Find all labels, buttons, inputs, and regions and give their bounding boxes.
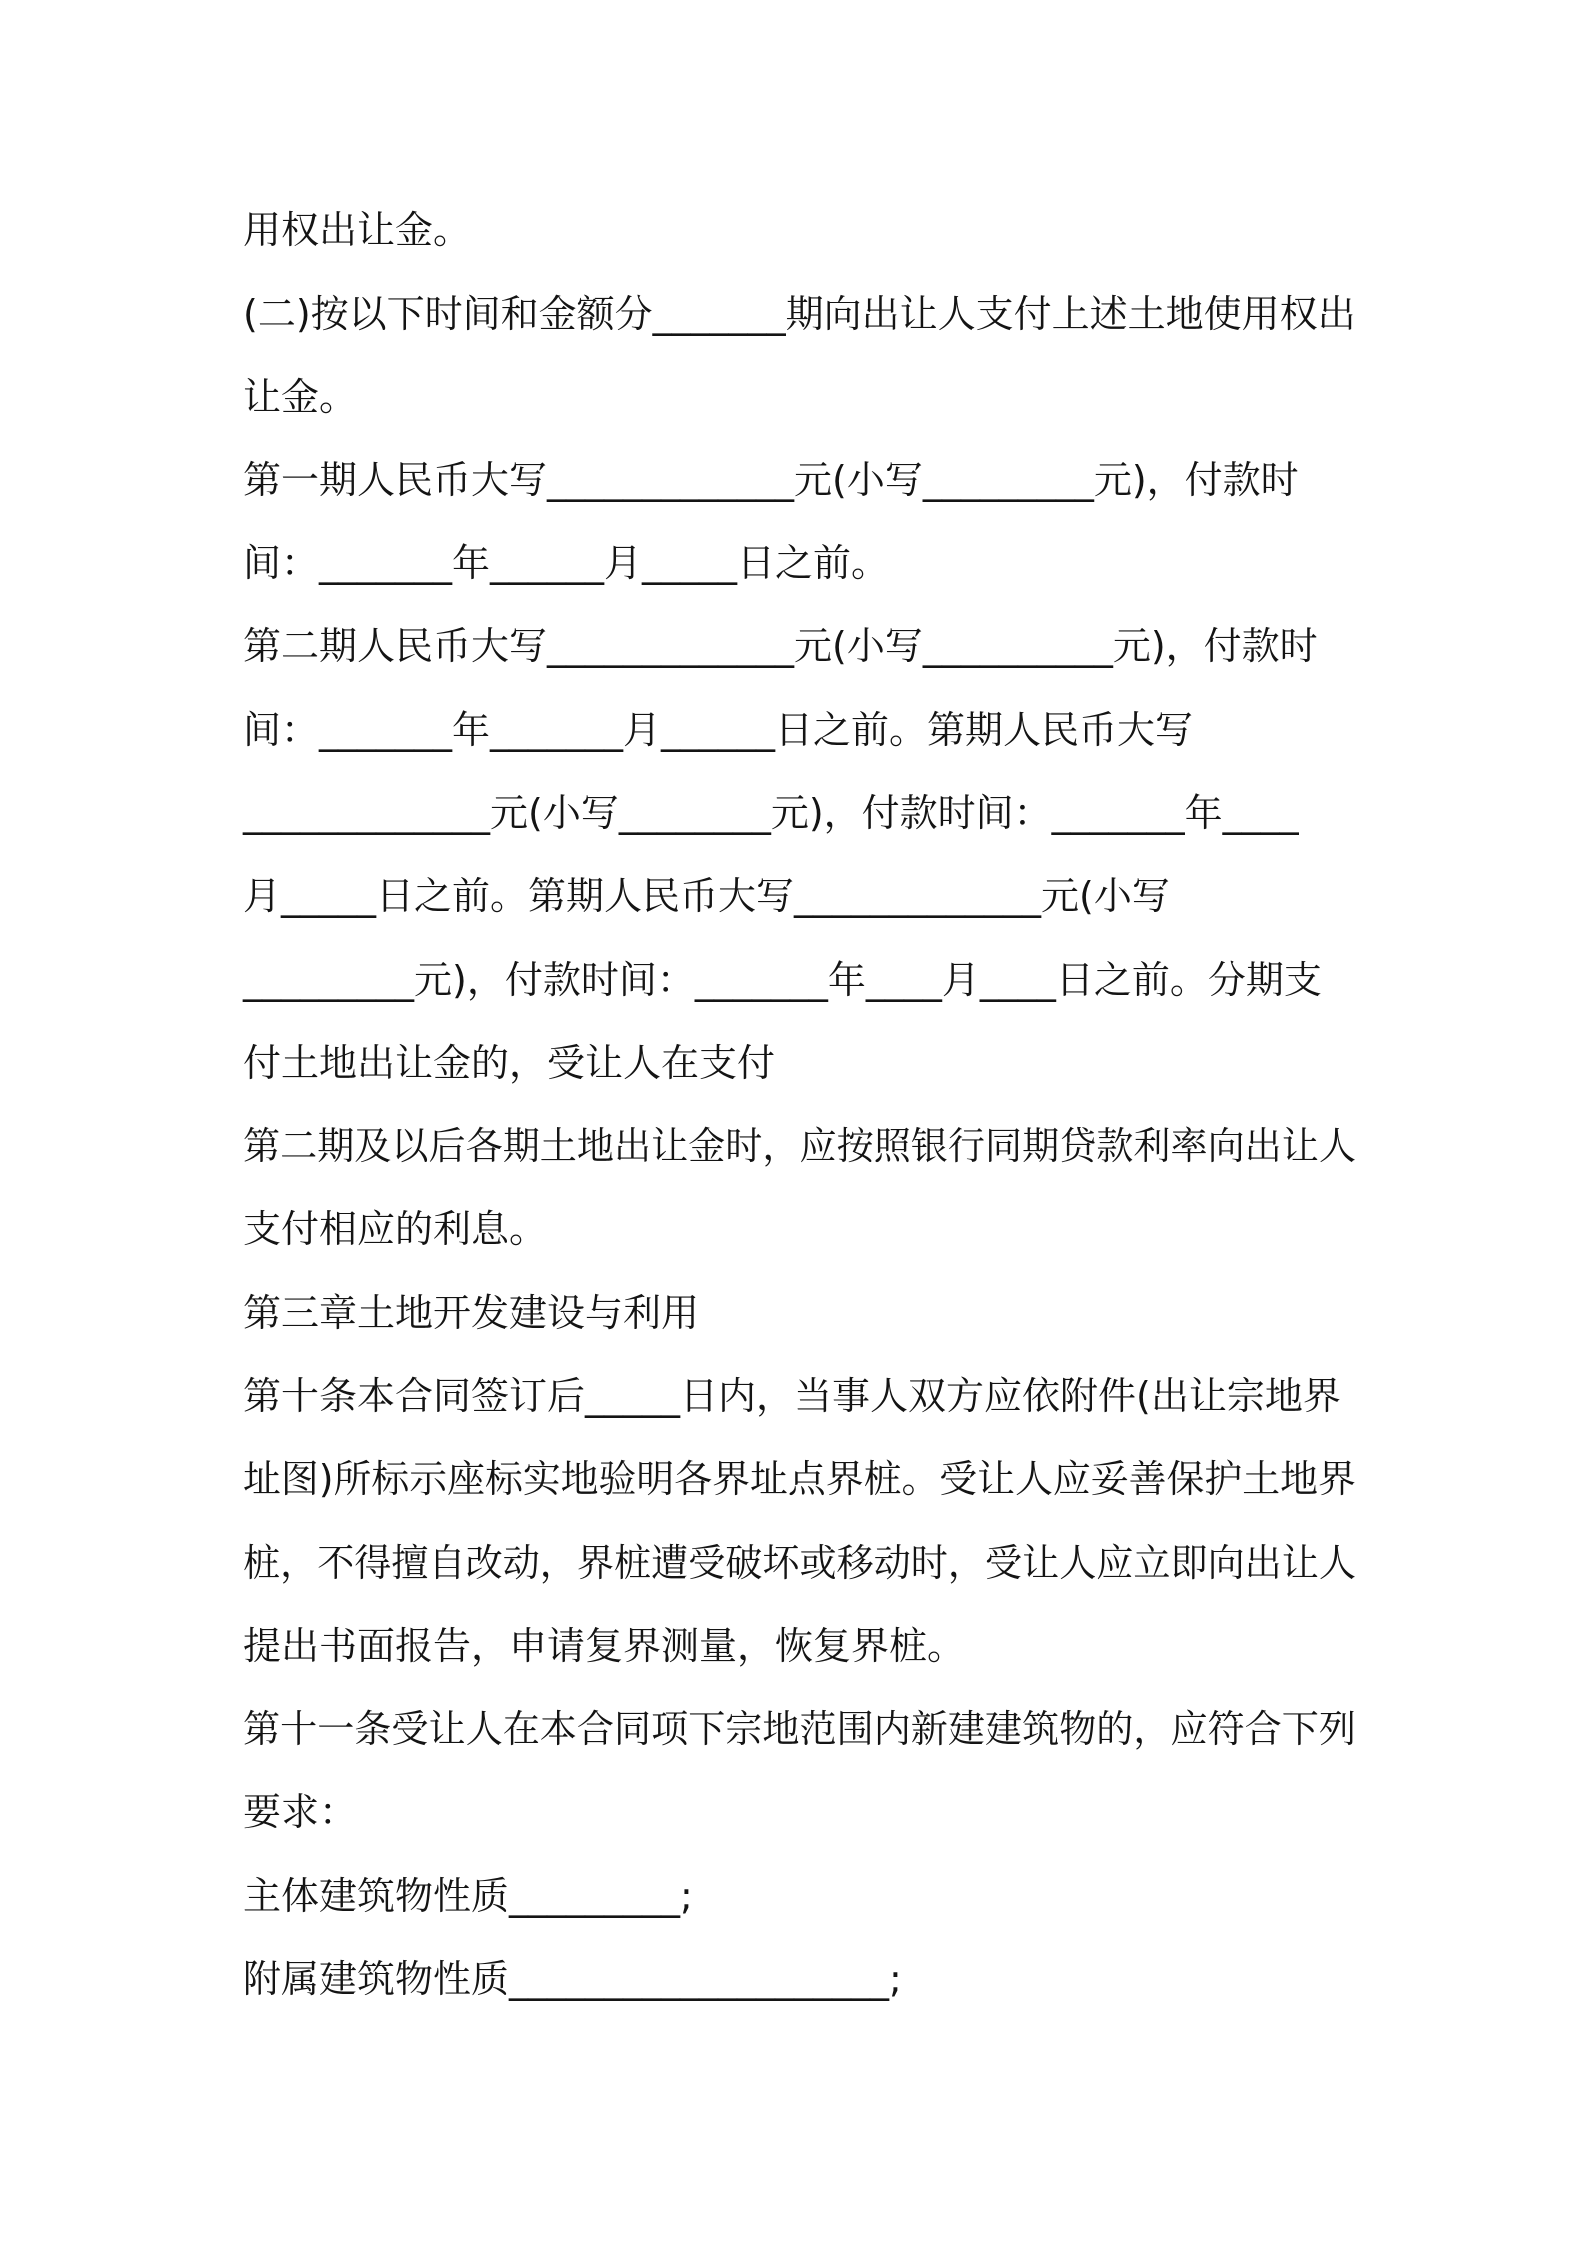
text-line-8: _____________元(小写________元)，付款时间：_______年____ [243, 791, 1299, 835]
text-line-3: 让金。 [243, 375, 358, 419]
text-line-11: 付土地出让金的，受让人在支付 [243, 1041, 776, 1085]
text-line-16: 址图)所标示座标实地验明各界址点界桩。受让人应妥善保护土地界 [243, 1457, 1356, 1501]
text-line-12: 第二期及以后各期土地出让金时，应按照银行同期贷款利率向出让人 [243, 1124, 1356, 1168]
text-line-1: 用权出让金。 [243, 208, 472, 252]
text-line-15: 第十条本合同签订后_____日内，当事人双方应依附件(出让宗地界 [243, 1374, 1341, 1418]
text-line-21: 主体建筑物性质_________; [243, 1874, 693, 1918]
section-heading: 第三章土地开发建设与利用 [243, 1291, 700, 1335]
text-line-20: 要求： [243, 1790, 358, 1834]
text-line-22: 附属建筑物性质____________________; [243, 1957, 902, 2001]
text-line-2: (二)按以下时间和金额分_______期向出让人支付上述土地使用权出 [243, 292, 1356, 336]
text-line-6: 第二期人民币大写_____________元(小写__________元)，付款时 [243, 624, 1318, 668]
text-line-7: 间：_______年_______月______日之前。第期人民币大写 [243, 708, 1194, 752]
text-line-18: 提出书面报告，申请复界测量，恢复界桩。 [243, 1624, 966, 1668]
text-line-19: 第十一条受让人在本合同项下宗地范围内新建建筑物的，应符合下列 [243, 1707, 1356, 1751]
text-line-4: 第一期人民币大写_____________元(小写_________元)，付款时 [243, 458, 1299, 502]
text-line-5: 间：_______年______月_____日之前。 [243, 541, 890, 585]
text-line-10: _________元)，付款时间：_______年____月____日之前。分期支 [243, 958, 1322, 1002]
text-line-13: 支付相应的利息。 [243, 1207, 548, 1251]
text-line-17: 桩，不得擅自改动，界桩遭受破坏或移动时，受让人应立即向出让人 [243, 1541, 1356, 1585]
text-line-9: 月_____日之前。第期人民币大写_____________元(小写 [243, 874, 1170, 918]
